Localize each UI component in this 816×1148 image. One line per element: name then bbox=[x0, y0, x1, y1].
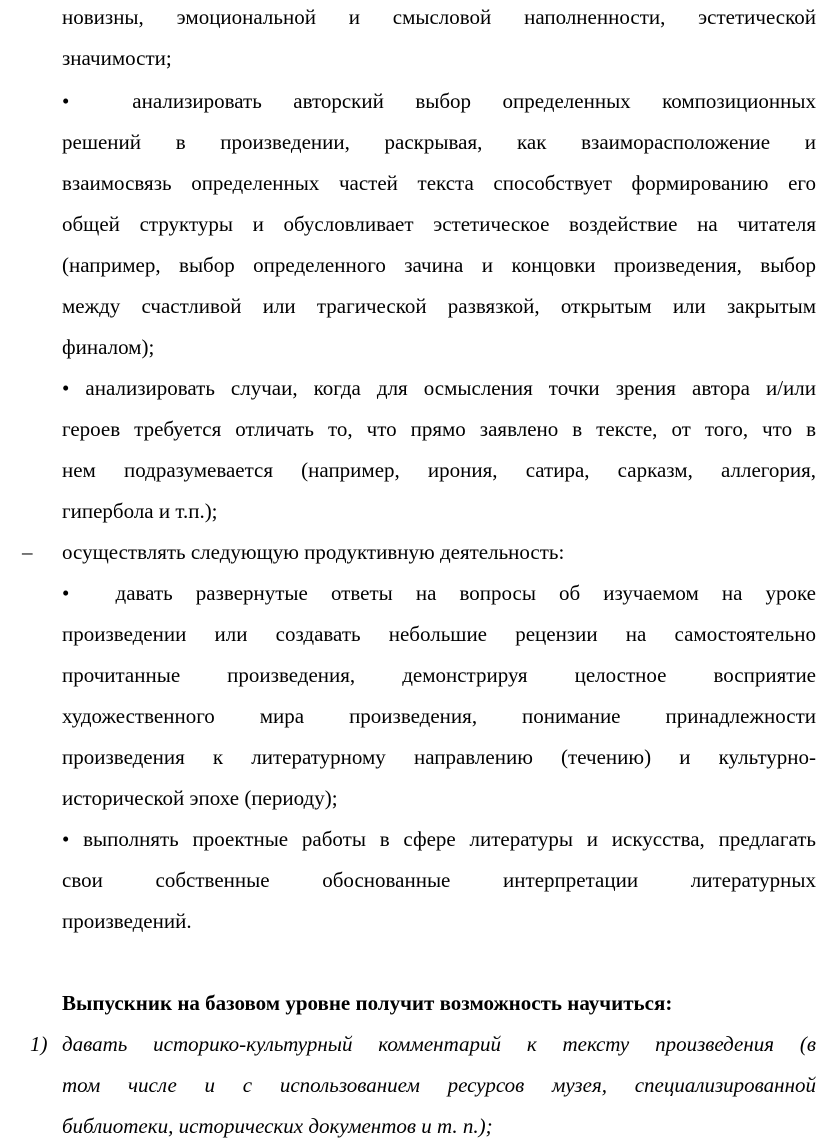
bullet-paragraph-first-line bbox=[62, 580, 816, 606]
text-line: героев требуется отличать то, что прямо заявлено в тексте, от того, что в bbox=[62, 417, 816, 441]
text-line: произведений. bbox=[62, 909, 192, 933]
text-line: взаимосвязь определенных частей текста способствует формированию его bbox=[62, 171, 816, 195]
text-line: свои собственные обоснованные интерпретации литературных bbox=[62, 868, 816, 892]
text-line: анализировать авторский выбор определенных композиционных bbox=[132, 89, 816, 113]
text-line: произведения к литературному направлению (течению) и культурно- bbox=[62, 745, 816, 769]
text-line: (например, выбор определенного зачина и концовки произведения, выбор bbox=[62, 253, 816, 277]
text-line: давать развернутые ответы на вопросы об изучаемом на уроке bbox=[115, 581, 816, 605]
bullet-icon: • bbox=[62, 89, 70, 113]
text-line: анализировать случаи, когда для осмысления точки зрения автора и/или bbox=[85, 376, 816, 400]
text-line: значимости; bbox=[62, 46, 172, 70]
section-heading: Выпускник на базовом уровне получит возможность научиться: bbox=[62, 991, 673, 1015]
text-line: исторической эпохе (периоду); bbox=[62, 786, 338, 810]
text-line: выполнять проектные работы в сфере литературы и искусства, предлагать bbox=[83, 827, 816, 851]
text-line: нем подразумевается (например, ирония, сатира, сарказм, аллегория, bbox=[62, 458, 816, 482]
text-line: общей структуры и обусловливает эстетическое воздействие на читателя bbox=[62, 212, 816, 236]
bullet-paragraph-first-line bbox=[62, 88, 816, 114]
text-line: библиотеки, исторических документов и т. п.); bbox=[62, 1114, 493, 1138]
bullet-icon: • bbox=[62, 827, 70, 851]
text-line: давать историко-культурный комментарий к тексту произведения (в bbox=[62, 1032, 816, 1056]
text-line: гипербола и т.п.); bbox=[62, 499, 218, 523]
text-line: между счастливой или трагической развязкой, открытым или закрытым bbox=[62, 294, 816, 318]
text-line: прочитанные произведения, демонстрируя целостное восприятие bbox=[62, 663, 816, 687]
bullet-paragraph-first-line bbox=[62, 826, 816, 852]
list-number: 1) bbox=[30, 1032, 48, 1056]
bullet-paragraph-first-line bbox=[62, 375, 816, 401]
text-line: новизны, эмоциональной и смысловой наполненности, эстетической bbox=[62, 5, 816, 29]
text-line: осуществлять следующую продуктивную деятельность: bbox=[62, 540, 565, 564]
bullet-icon: • bbox=[62, 376, 70, 400]
text-line: финалом); bbox=[62, 335, 155, 359]
text-line: решений в произведении, раскрывая, как взаиморасположение и bbox=[62, 130, 816, 154]
text-line: том числе и с использованием ресурсов музея, специализированной bbox=[62, 1073, 816, 1097]
text-line: художественного мира произведения, понимание принадлежности bbox=[62, 704, 816, 728]
text-line: произведении или создавать небольшие рецензии на самостоятельно bbox=[62, 622, 816, 646]
dash-icon: – bbox=[22, 540, 33, 564]
bullet-icon: • bbox=[62, 581, 70, 605]
